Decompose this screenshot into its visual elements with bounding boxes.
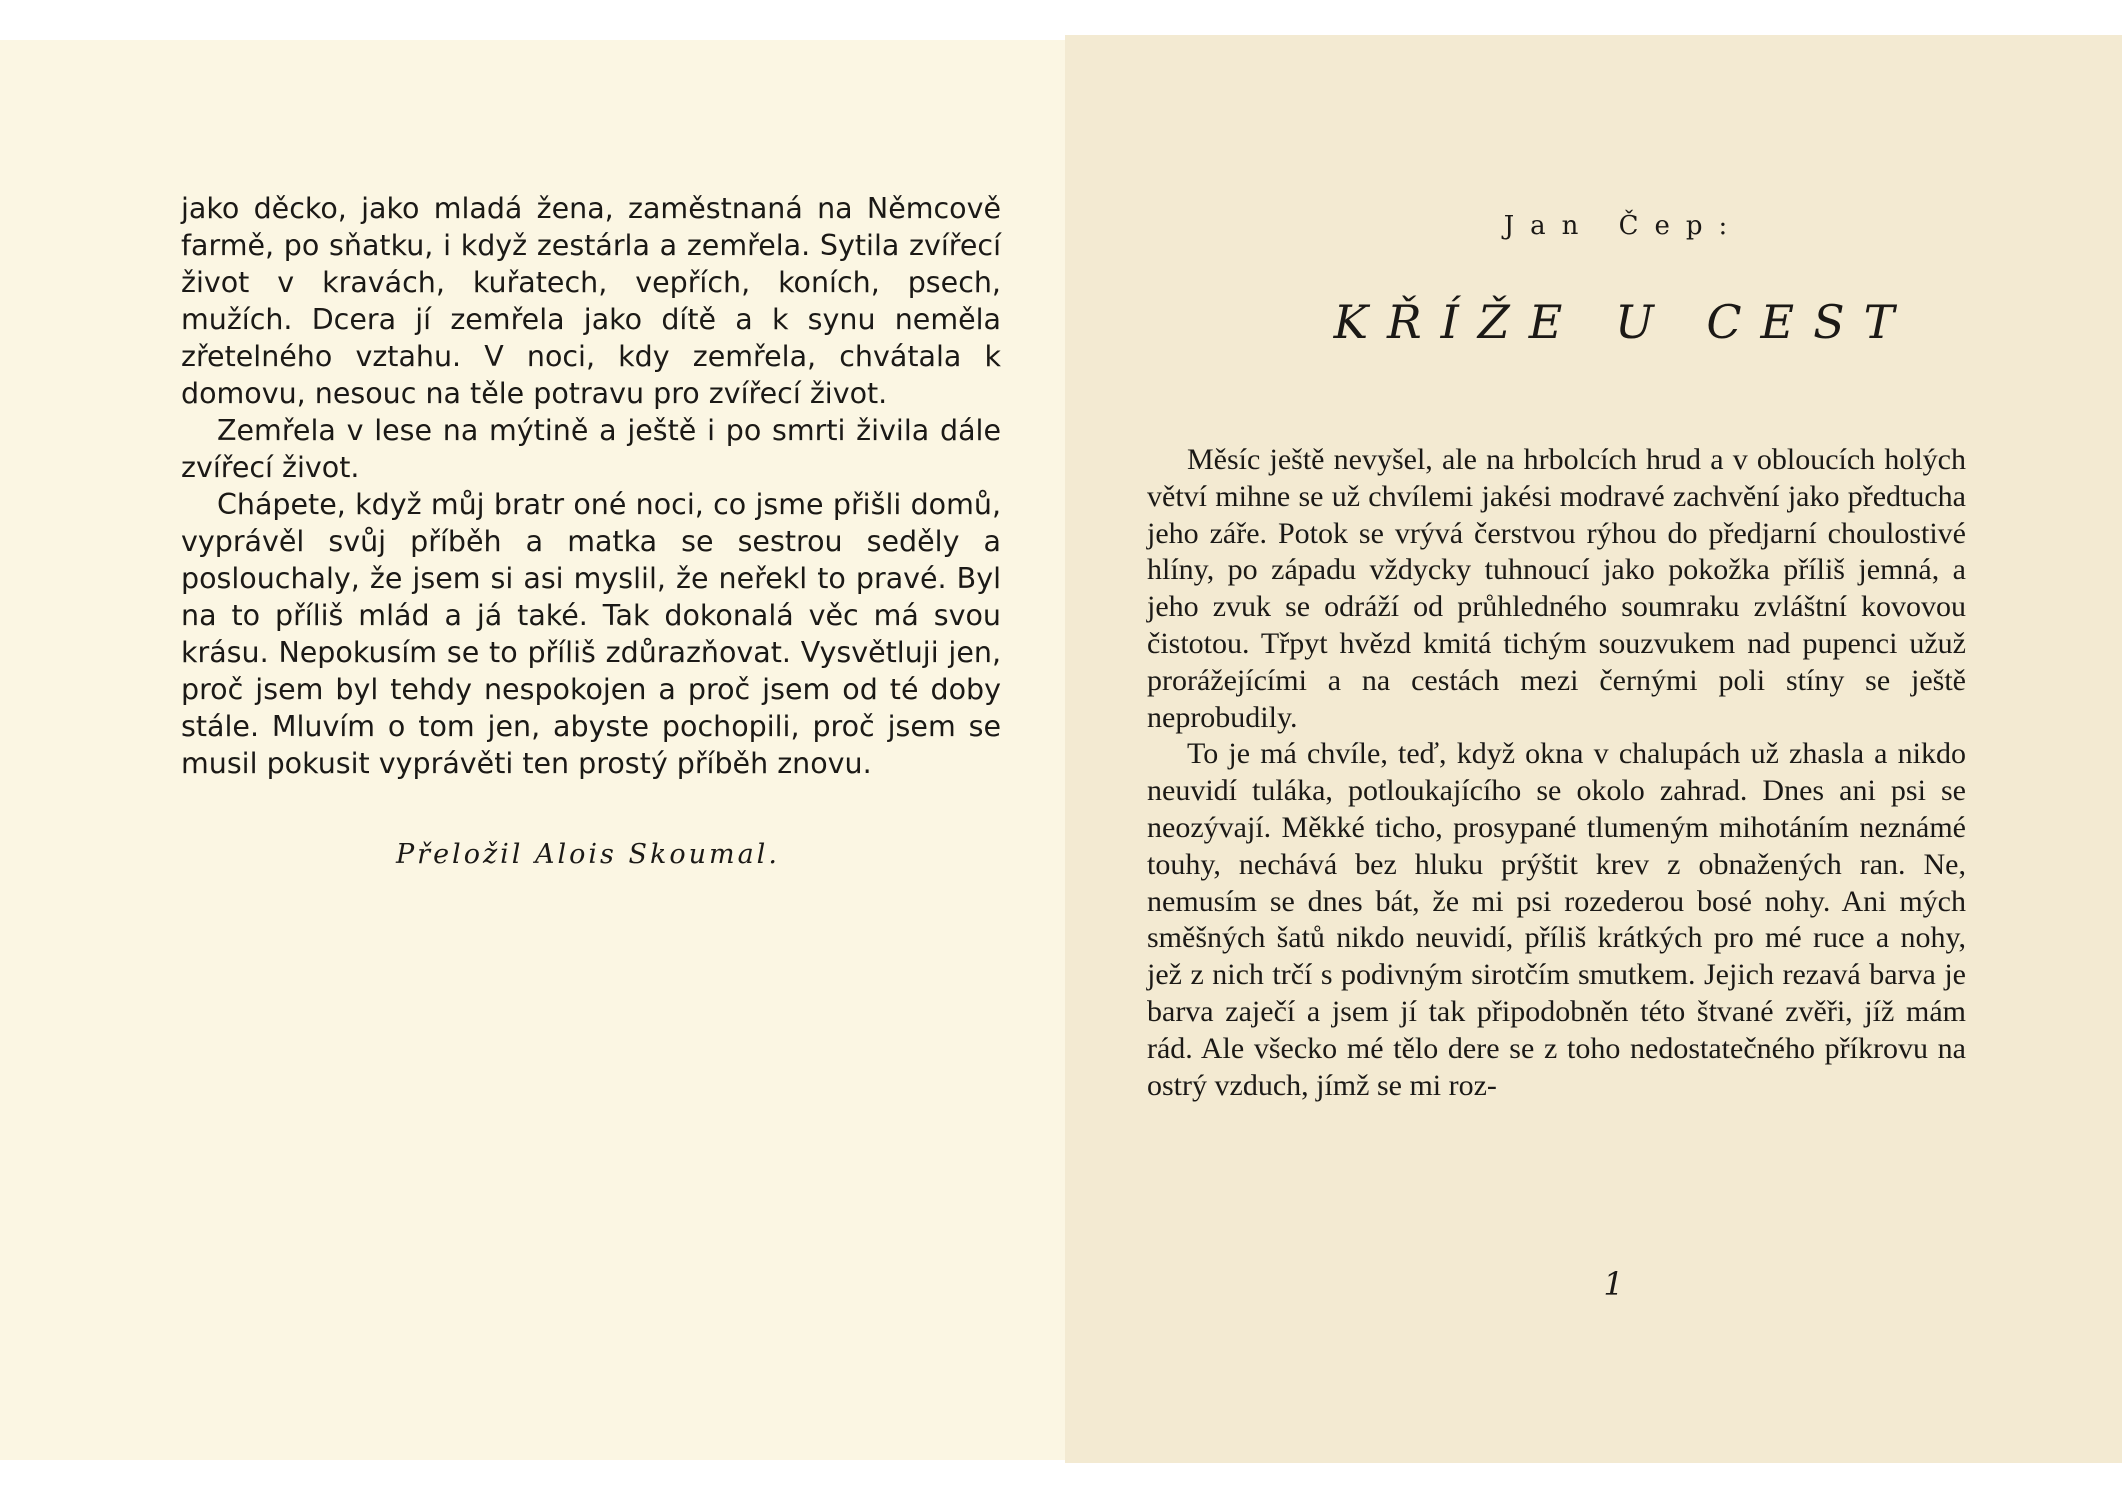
translator-credit: Přeložil Alois Skoumal. (396, 839, 780, 870)
right-paragraph-1: Měsíc ještě nevyšel, ale na hrbolcích hrud a v obloucích holých větví mihne se už chvílemi jakési modravé zachvění jako předtucha jeho záře. Potok se vrývá čerstvou rýhou do předjarní choulostivé hlíny, po západu vždycky tuhnoucí jako pokožka příliš jemná, a jeho zvuk se odráží od průhledného soumraku zvláštní kovovou čistotou. Třpyt hvězd kmitá tichým souzvukem nad pupenci užuž prorážejícími a na cestách mezi černými poli stíny se ještě neprobudily. (1147, 443, 1966, 734)
right-page (1065, 35, 2122, 1463)
story-title: KŘÍŽE U CEST (1333, 295, 1914, 349)
left-page-text (181, 190, 1001, 782)
right-paragraph-2: To je má chvíle, teď, když okna v chalupách už zhasla a nikdo neuvidí tuláka, potloukajícího se okolo zahrad. Dnes ani psi se neozývají. Měkké ticho, prosypané tlumeným mihotáním neznámé touhy, nechává bez hluku prýštit krev z obnažených ran. Ne, nemusím se dnes bát, že mi psi rozederou bosé nohy. Ani mých směšných šatů nikdo neuvidí, příliš krátkých pro mé ruce a nohy, jež z nich trčí s podivným sirotčím smutkem. Jejich rezavá barva je barva zaječí a jsem jí tak připodobněn této štvané zvěři, jíž mám rád. Ale všecko mé tělo dere se z toho nedostatečného příkrovu na ostrý vzduch, jímž se mi roz- (1147, 737, 1966, 1102)
left-paragraph-2: Zemřela v lese na mýtině a ještě i po smrti živila dále zvířecí život. (181, 414, 1001, 484)
right-page-text (1147, 442, 1966, 1104)
left-paragraph-3: Chápete, když můj bratr oné noci, co jsme přišli domů, vyprávěl svůj příběh a matka se sestrou seděly a poslouchaly, že jsem si asi myslil, že neřekl to pravé. Byl na to příliš mlád a já také. Tak dokonalá věc má svou krásu. Nepokusím se to příliš zdůrazňovat. Vysvětluji jen, proč jsem byl tehdy nespokojen a proč jsem od té doby stále. Mluvím o tom jen, abyste pochopili, proč jsem se musil pokusit vyprávěti ten prostý příběh znovu. (181, 488, 1001, 780)
left-page (0, 40, 1065, 1460)
left-paragraph-1: jako děcko, jako mladá žena, zaměstnaná na Němcově farmě, po sňatku, i když zestárla a zemřela. Sytila zvířecí život v kravách, kuřatech, vepřích, koních, psech, mužích. Dcera jí zemřela jako dítě a k synu neměla zřetelného vztahu. V noci, kdy zemřela, chvátala k domovu, nesouc na těle potravu pro zvířecí život. (181, 192, 1001, 410)
author-name: Jan Čep: (1503, 211, 1744, 241)
page-number: 1 (1603, 1265, 1624, 1303)
